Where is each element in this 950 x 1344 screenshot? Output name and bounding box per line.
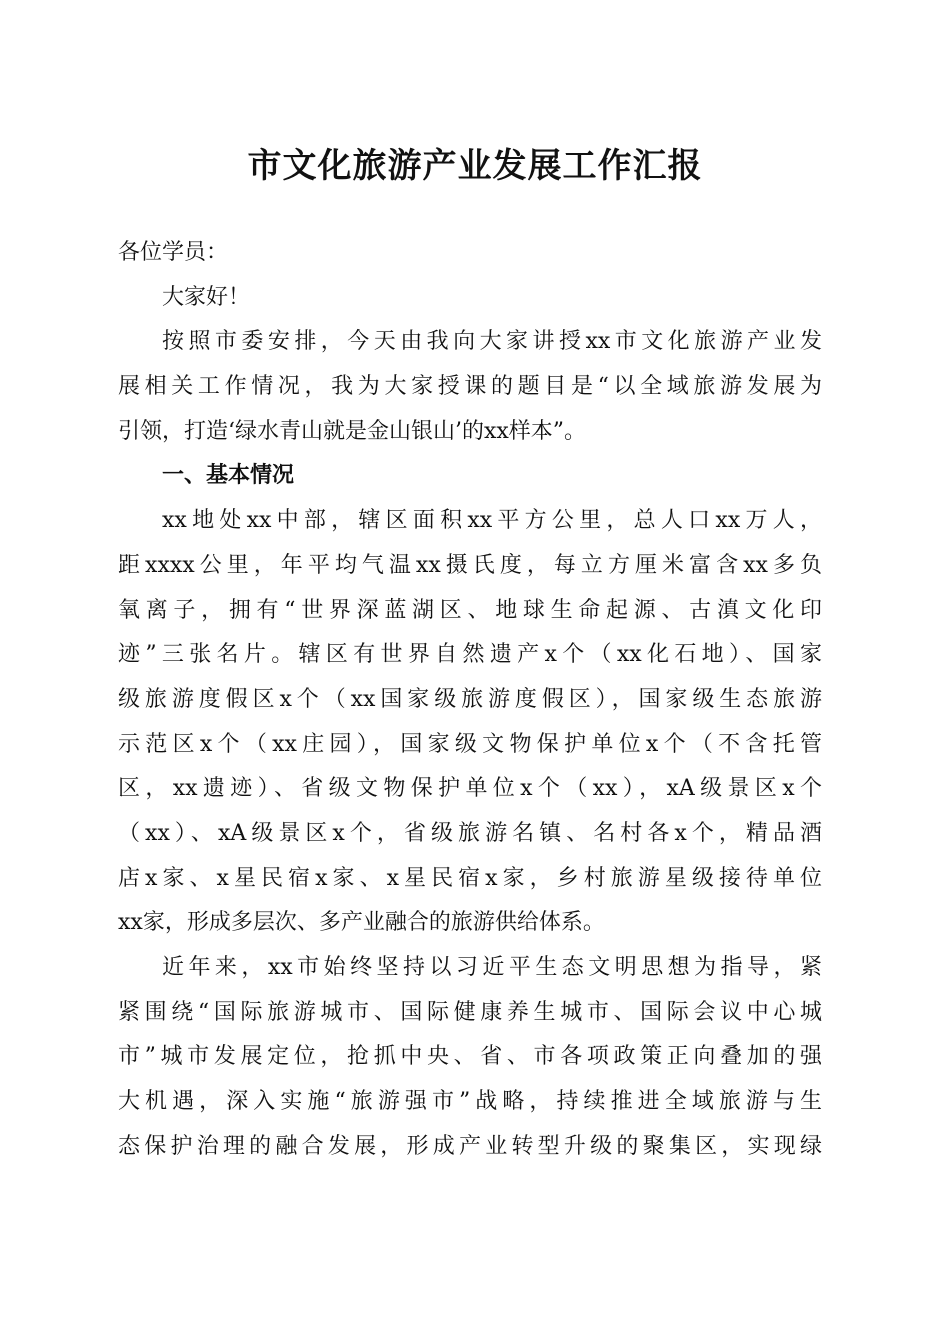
- paragraph-line: 态保护治理的融合发展，形成产业转型升级的聚集区，实现绿: [118, 1133, 822, 1159]
- recent-years-paragraph: [118, 946, 822, 1169]
- paragraph-line: xx地处xx中部，辖区面积xx平方公里，总人口xx万人，: [162, 508, 822, 534]
- section-heading: 一、基本情况: [162, 463, 295, 489]
- paragraph-line: 示范区x个（xx庄园），国家级文物保护单位x个（不含托管: [118, 731, 822, 757]
- paragraph-line: （xx）、xA级景区x个，省级旅游名镇、名村各x个，精品酒: [118, 820, 822, 846]
- greeting: 大家好！: [162, 284, 251, 310]
- paragraph-line: 距xxxx公里，年平均气温xx摄氏度，每立方厘米富含xx多负: [118, 552, 822, 578]
- paragraph-line: 引领，打造‘绿水青山就是金山银山’的xx样本”。: [118, 418, 587, 444]
- paragraph-line: 大机遇，深入实施“旅游强市”战略，持续推进全域旅游与生: [118, 1089, 822, 1115]
- paragraph-line: 展相关工作情况，我为大家授课的题目是“以全域旅游发展为: [118, 374, 822, 400]
- paragraph-line: 店x家、x星民宿x家、x星民宿x家，乡村旅游星级接待单位: [118, 865, 822, 891]
- basic-info-paragraph: [118, 499, 822, 946]
- paragraph-line: xx家，形成多层次、多产业融合的旅游供给体系。: [118, 910, 605, 936]
- paragraph-line: 按照市委安排，今天由我向大家讲授xx市文化旅游产业发: [162, 329, 822, 355]
- document-title: 市文化旅游产业发展工作汇报: [247, 146, 703, 186]
- paragraph-line: 氧离子，拥有“世界深蓝湖区、地球生命起源、古滇文化印: [118, 597, 822, 623]
- paragraph-line: 近年来，xx市始终坚持以习近平生态文明思想为指导，紧: [162, 955, 822, 980]
- salutation: 各位学员：: [118, 240, 229, 265]
- intro-paragraph: [118, 320, 822, 454]
- paragraph-line: 级旅游度假区x个（xx国家级旅游度假区），国家级生态旅游: [118, 686, 822, 712]
- paragraph-line: 迹”三张名片。辖区有世界自然遗产x个（xx化石地）、国家: [118, 642, 822, 668]
- paragraph-line: 市”城市发展定位，抢抓中央、省、市各项政策正向叠加的强: [118, 1044, 822, 1070]
- document-body: [118, 231, 822, 1169]
- paragraph-line: 紧围绕“国际旅游城市、国际健康养生城市、国际会议中心城: [118, 999, 822, 1025]
- paragraph-line: 区，xx遗迹）、省级文物保护单位x个（xx），xA级景区x个: [118, 776, 822, 802]
